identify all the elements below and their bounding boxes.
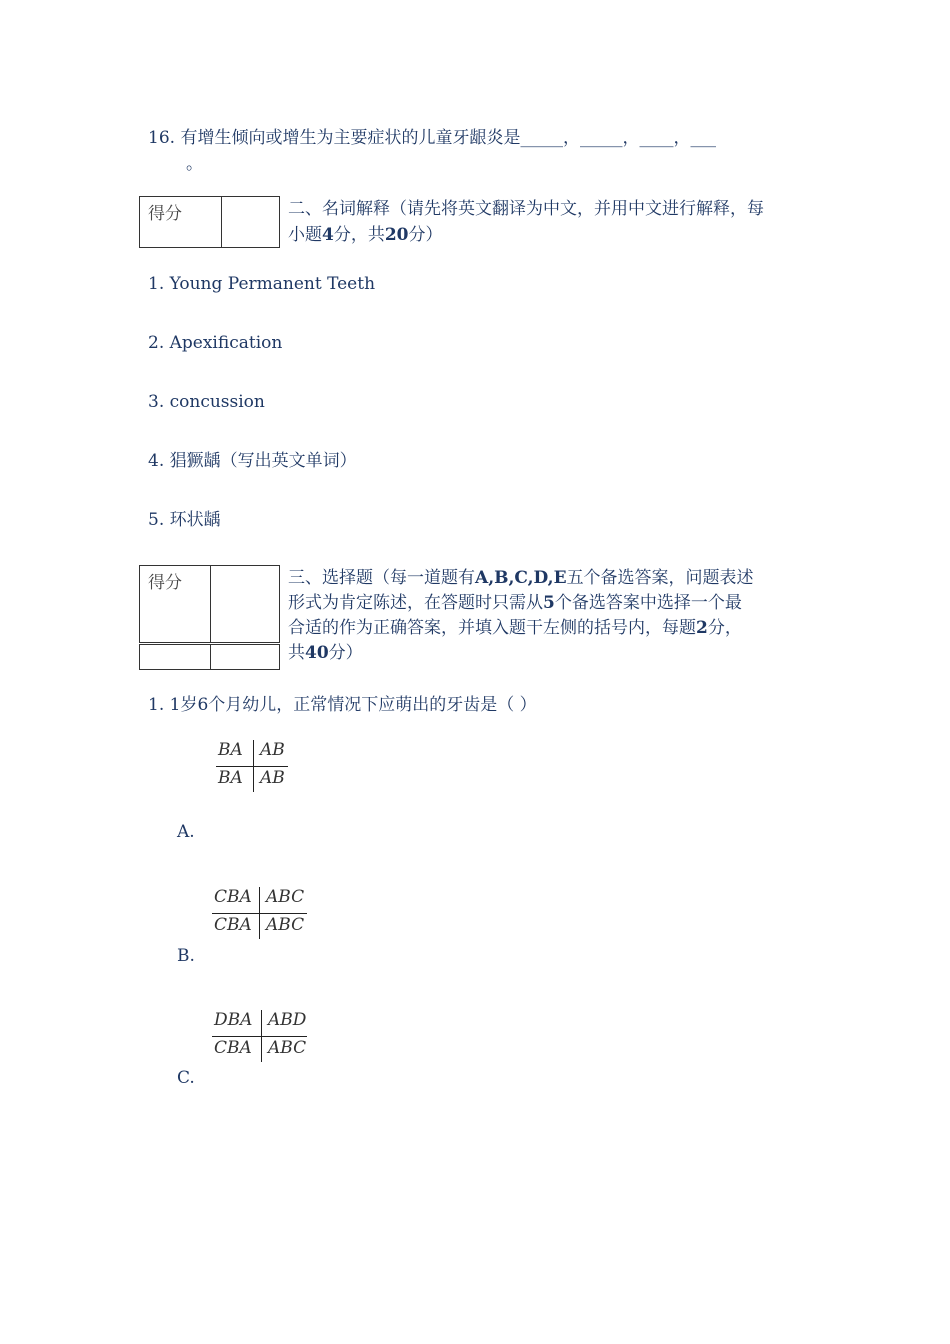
- section3-title-part: 形式为肯定陈述，在答题时只需从: [288, 593, 543, 613]
- tooth-upper-right: ABC: [266, 887, 305, 907]
- section2-points-per-item: 4: [322, 225, 334, 245]
- tooth-chart-vertical-line: [259, 887, 260, 939]
- section3-title-line1: [288, 566, 754, 591]
- option-c-label: C.: [177, 1068, 195, 1088]
- section3-title-part: 个备选答案中选择一个最: [554, 593, 742, 613]
- section3-title-part: 合适的作为正确答案，并填入题干左侧的括号内，每题: [288, 618, 696, 638]
- section3-title-line2: [288, 591, 742, 616]
- tooth-lower-right: AB: [260, 768, 285, 788]
- option-a-label: A.: [177, 822, 195, 842]
- section3-title-part: 五个备选答案，问题表述: [566, 568, 754, 588]
- section3-option-count: 5: [543, 593, 555, 613]
- question-16-text: 16. 有增生倾向或增生为主要症状的儿童牙龈炎是_____，_____，____，___: [148, 128, 716, 148]
- term-item-1: 1. Young Permanent Teeth: [148, 274, 376, 294]
- tooth-lower-left: CBA: [214, 915, 252, 935]
- tooth-chart-horizontal-line: [216, 766, 288, 767]
- section3-score-label: 得分: [140, 566, 211, 644]
- section3-score-cell: [211, 566, 280, 644]
- section3-title-part: 分，: [707, 618, 742, 638]
- section2-total-points: 20: [384, 225, 409, 245]
- tooth-upper-left: BA: [218, 740, 243, 760]
- tooth-upper-right: ABD: [268, 1010, 307, 1030]
- section2-title-line2: [288, 223, 443, 248]
- term-item-2: 2. Apexification: [148, 333, 283, 353]
- section3-points-per-item: 2: [696, 618, 708, 638]
- option-b-label: B.: [177, 946, 195, 966]
- section3-title-part: 分）: [328, 643, 363, 663]
- tooth-chart-vertical-line: [253, 740, 254, 792]
- section3-title-line3: [288, 616, 742, 641]
- section3-title-part: 共: [288, 643, 305, 663]
- section2-score-label: 得分: [140, 197, 222, 248]
- option-b-tooth-chart: [212, 885, 307, 943]
- tooth-chart-vertical-line: [261, 1010, 262, 1062]
- section2-score-table: [139, 196, 280, 248]
- term-item-4: 4. 猖獗龋（写出英文单词）: [148, 451, 357, 471]
- tooth-upper-right: AB: [260, 740, 285, 760]
- tooth-lower-left: BA: [218, 768, 243, 788]
- tooth-chart-horizontal-line: [212, 1036, 307, 1037]
- tooth-lower-right: ABC: [266, 915, 305, 935]
- section3-score-table: [139, 565, 280, 670]
- question-16-continuation: 。: [186, 154, 203, 174]
- tooth-upper-left: DBA: [214, 1010, 253, 1030]
- question-1-stem: 1. 1岁6个月幼儿，正常情况下应萌出的牙齿是（ ）: [148, 695, 537, 715]
- section2-score-cell: [222, 197, 280, 248]
- section2-title-line1: 二、名词解释（请先将英文翻译为中文，并用中文进行解释，每: [288, 199, 764, 219]
- section3-title-line4: [288, 641, 363, 666]
- term-item-5: 5. 环状龋: [148, 510, 221, 530]
- section2-title-part: 分）: [408, 225, 443, 245]
- section3-score-blank: [140, 644, 211, 670]
- section2-title-part: 小题: [288, 225, 322, 245]
- term-item-3: 3. concussion: [148, 392, 265, 412]
- section3-answer-letters: A,B,C,D,E: [475, 568, 567, 588]
- tooth-lower-left: CBA: [214, 1038, 252, 1058]
- option-a-tooth-chart: [216, 738, 288, 796]
- tooth-upper-left: CBA: [214, 887, 252, 907]
- section3-title-part: 三、选择题（每一道题有: [288, 568, 475, 588]
- section3-score-blank: [211, 644, 280, 670]
- section2-title-part: 分，共: [333, 225, 385, 245]
- section3-total-points: 40: [305, 643, 329, 663]
- tooth-lower-right: ABC: [268, 1038, 307, 1058]
- option-c-tooth-chart: [212, 1008, 307, 1066]
